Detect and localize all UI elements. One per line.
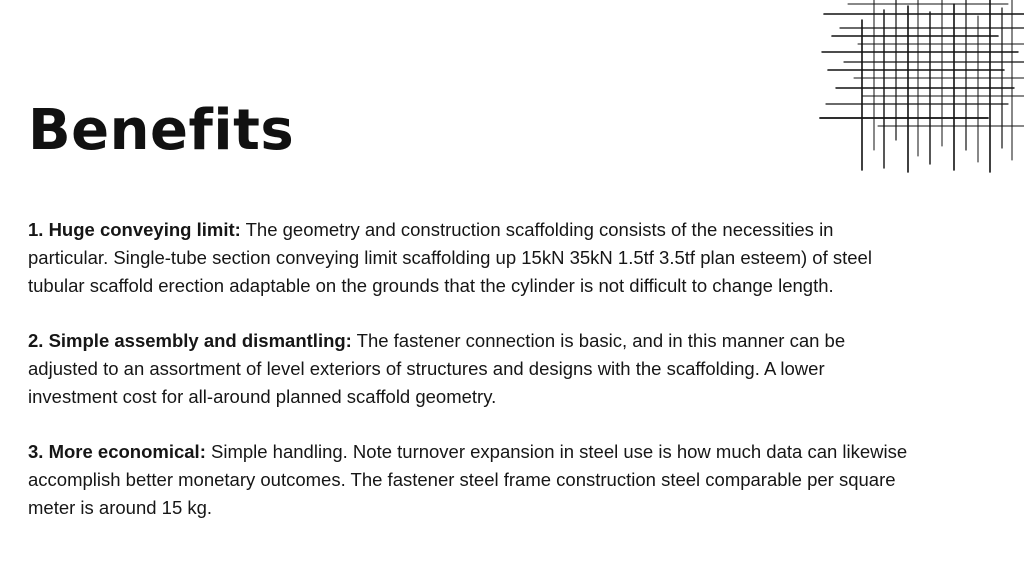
scaffold-lines-decoration [818,0,1024,176]
benefit-heading: 1. Huge conveying limit: [28,219,241,240]
benefit-heading: 3. More economical: [28,441,206,463]
benefit-text: Simple handling. Note turnover expansion in steel use is how much data can likewise accomplish better monetary outcomes. The fastener steel frame construction steel comparable per square meter is around 15 kg. [28,441,908,518]
benefit-text: The geometry and construction scaffolding consists of the necessities in particular. Single-tube section conveying limit scaffolding up 15kN 35kN 1.5tf 3.5tf plan esteem) of steel tubular scaffold erection adaptable on the grounds that the cylinder is not difficult to change length. [28,219,872,296]
benefit-paragraph [28,216,913,299]
benefit-paragraph [28,327,913,410]
benefits-list [28,216,913,550]
benefit-paragraph [28,438,913,521]
page-title: Benefits [28,98,295,163]
benefit-heading: 2. Simple assembly and dismantling: [28,330,352,352]
benefit-text: The fastener connection is basic, and in this manner can be adjusted to an assortment of level exteriors of structures and designs with the scaffolding. A lower investment cost for all-around planned scaffold geometry. [28,330,846,407]
